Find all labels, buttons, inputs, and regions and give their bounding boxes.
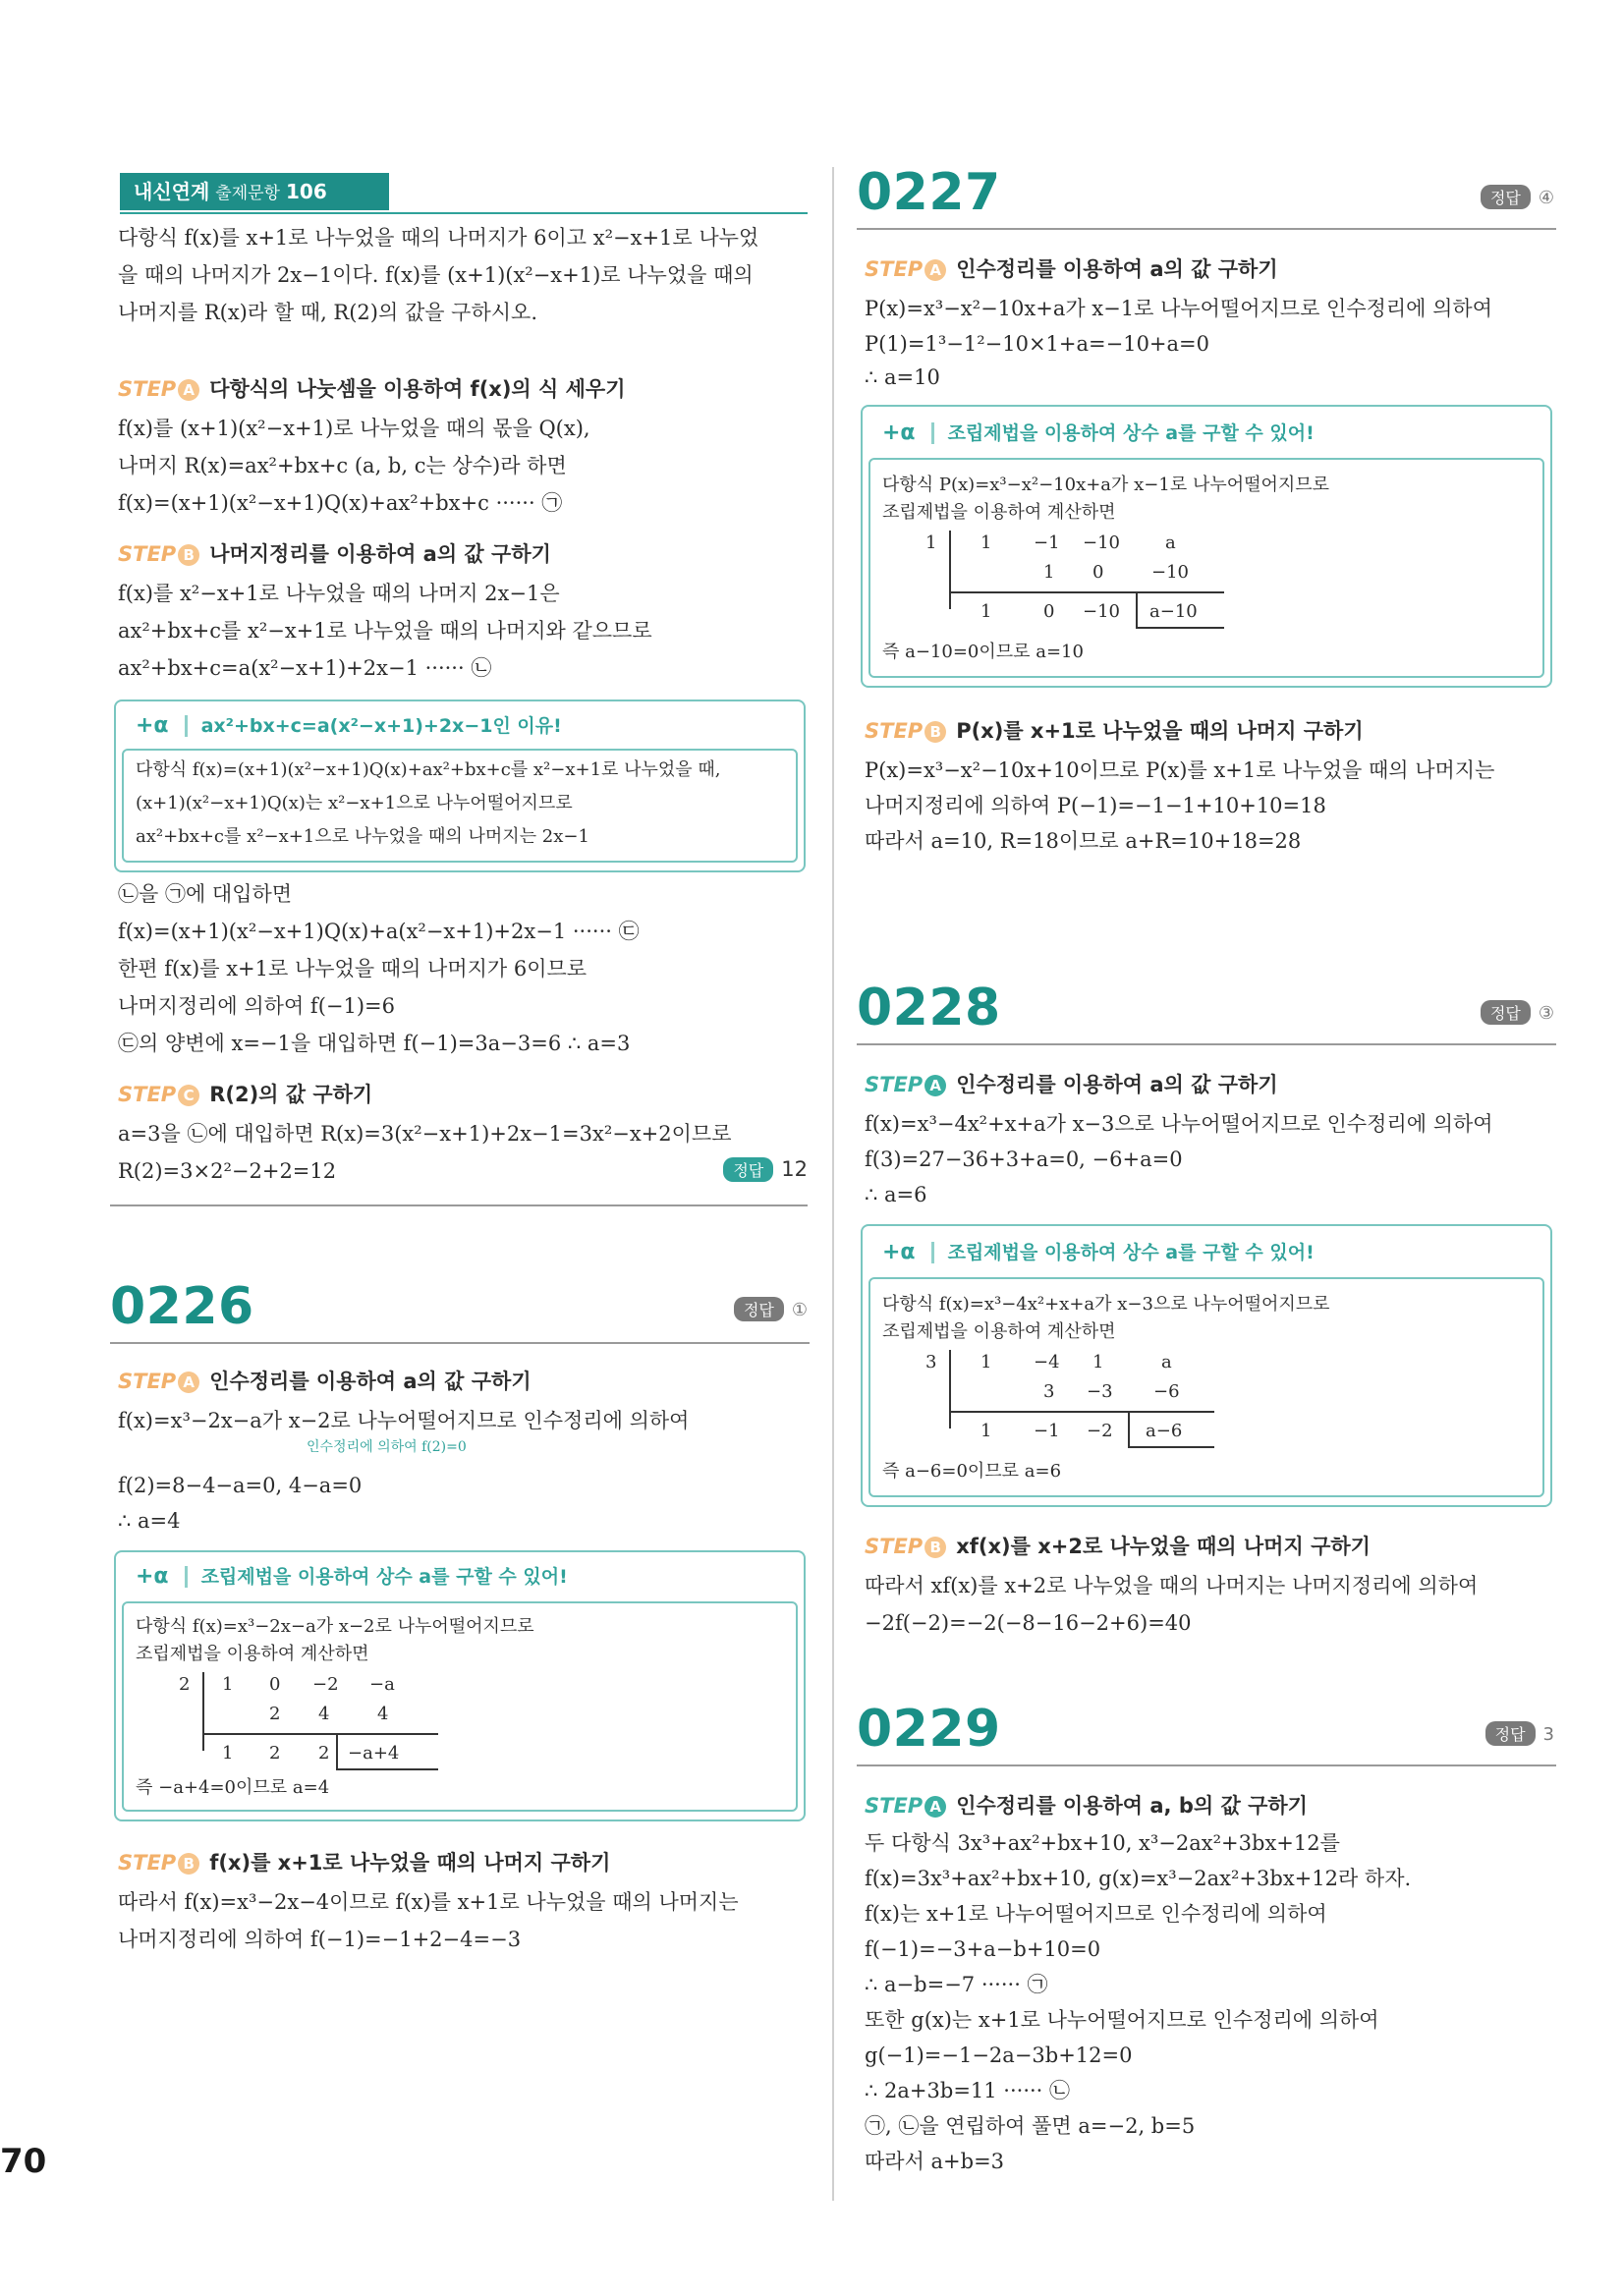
synthetic-cell: 4 — [377, 1704, 389, 1724]
text-line: 따라서 a=10, R=18이므로 a+R=10+18=28 — [865, 829, 1302, 853]
text-line: f(−1)=−3+a−b+10=0 — [865, 1937, 1101, 1961]
step-b-heading: STEP B 나머지정리를 이용하여 a의 값 구하기 — [118, 542, 551, 566]
synthetic-cell: 1 — [222, 1674, 234, 1695]
text-line: 두 다항식 3x³+ax²+bx+10, x³−2ax²+3bx+12를 — [865, 1831, 1340, 1855]
synthetic-cell: −10 — [1083, 601, 1120, 622]
synthetic-cell: 0 — [1043, 601, 1055, 622]
text-line: ∴ a−b=−7 ······ ㉠ — [865, 1973, 1048, 1996]
text-line: ∴ a=6 — [865, 1183, 927, 1206]
tip-result: 즉 a−6=0이므로 a=6 — [882, 1461, 1062, 1482]
tip-line: 다항식 P(x)=x³−x²−10x+a가 x−1로 나누어떨어지므로 — [882, 475, 1330, 495]
text-line: ∴ 2a+3b=11 ······ ㉡ — [865, 2079, 1071, 2102]
problem-rule — [857, 1764, 1556, 1766]
answer-badge: 정답 ③ — [1481, 1000, 1554, 1025]
text-line: ax²+bx+c를 x²−x+1로 나누었을 때의 나머지와 같으므로 — [118, 619, 652, 643]
synthetic-cell: 3 — [1043, 1381, 1055, 1402]
tip-line: ax²+bx+c를 x²−x+1으로 나누었을 때의 나머지는 2x−1 — [136, 826, 589, 847]
synthetic-cell: −6 — [1153, 1381, 1180, 1402]
synthetic-cell: 2 — [269, 1704, 281, 1724]
synthetic-cell: −4 — [1034, 1352, 1060, 1372]
text-line: f(x)를 x²−x+1로 나누었을 때의 나머지 2x−1은 — [118, 582, 560, 605]
synthetic-cell: 1 — [980, 1352, 992, 1372]
step-tag: STEP B — [865, 1535, 946, 1558]
step-tag: STEP A — [118, 1370, 199, 1393]
synthetic-divisor: 3 — [925, 1352, 937, 1372]
synthetic-remainder-underline — [1136, 627, 1224, 629]
step-a-heading: STEP A 인수정리를 이용하여 a의 값 구하기 — [865, 1073, 1278, 1096]
step-c-heading: STEP C R(2)의 값 구하기 — [118, 1083, 373, 1106]
synthetic-cell: 1 — [1043, 562, 1055, 583]
tip-box-head: +α 조립제법을 이용하여 상수 a를 구할 수 있어! — [882, 1240, 1315, 1264]
tip-result: 즉 −a+4=0이므로 a=4 — [136, 1777, 330, 1798]
text-line: 나머지 R(x)=ax²+bx+c (a, b, c는 상수)라 하면 — [118, 454, 567, 477]
problem-number: 0229 — [857, 1700, 1001, 1759]
synthetic-remainder: a−10 — [1149, 601, 1198, 622]
text-line: f(x)는 x+1로 나누어떨어지므로 인수정리에 의하여 — [865, 1902, 1327, 1926]
tip-line: 다항식 f(x)=x³−2x−a가 x−2로 나누어떨어지므로 — [136, 1616, 534, 1637]
text-line: f(x)를 (x+1)(x²−x+1)로 나누었을 때의 몫을 Q(x), — [118, 417, 590, 440]
text-line: f(x)=(x+1)(x²−x+1)Q(x)+ax²+bx+c ······ ㉠ — [118, 491, 563, 515]
step-a-heading: STEP A 인수정리를 이용하여 a의 값 구하기 — [865, 257, 1278, 281]
tip-line: 조립제법을 이용하여 계산하면 — [136, 1644, 369, 1664]
text-line: R(2)=3×2²−2+2=12 — [118, 1159, 337, 1183]
tip-box — [114, 1550, 806, 1821]
synthetic-cell: −10 — [1151, 562, 1189, 583]
plus-alpha-icon: +α — [136, 713, 169, 738]
synthetic-remainder-line — [336, 1735, 338, 1768]
tip-result: 즉 a−10=0이므로 a=10 — [882, 642, 1084, 662]
synthetic-cell: 0 — [269, 1674, 281, 1695]
synthetic-remainder-line — [1136, 593, 1138, 627]
header-label2: 출제문항 — [215, 184, 280, 203]
synthetic-horizontal-line — [949, 1411, 1214, 1413]
tip-line: (x+1)(x²−x+1)Q(x)는 x²−x+1으로 나누어떨어지므로 — [136, 793, 573, 813]
step-tag: STEP B — [865, 719, 946, 743]
step-b-heading: STEP B xf(x)를 x+2로 나누었을 때의 나머지 구하기 — [865, 1535, 1371, 1558]
tip-box-inner — [122, 749, 798, 863]
tip-box-head: +α 조립제법을 이용하여 상수 a를 구할 수 있어! — [136, 1564, 568, 1589]
text-line: 한편 f(x)를 x+1로 나누었을 때의 나머지가 6이므로 — [118, 957, 588, 980]
text-line: ax²+bx+c=a(x²−x+1)+2x−1 ······ ㉡ — [118, 656, 492, 680]
step-a-heading: STEP A 다항식의 나눗셈을 이용하여 f(x)의 식 세우기 — [118, 377, 626, 401]
step-tag: STEP B — [118, 1851, 199, 1875]
synthetic-cell: 1 — [222, 1743, 234, 1764]
answer-badge: 정답 3 — [1485, 1721, 1554, 1746]
synthetic-cell: −1 — [1034, 532, 1060, 553]
tip-box-inner — [868, 1277, 1544, 1497]
synthetic-horizontal-line — [202, 1733, 438, 1735]
text-line: f(2)=8−4−a=0, 4−a=0 — [118, 1474, 363, 1497]
text-line: P(x)=x³−x²−10x+10이므로 P(x)를 x+1로 나누었을 때의 나머지는 — [865, 758, 1495, 782]
synthetic-cell: a — [1165, 532, 1176, 553]
tip-box — [114, 700, 806, 872]
synthetic-divisor: 1 — [925, 532, 937, 553]
problem-rule — [857, 1043, 1556, 1045]
text-line: ㉠, ㉡을 연립하여 풀면 a=−2, b=5 — [865, 2114, 1196, 2138]
synthetic-remainder-underline — [336, 1768, 438, 1770]
tip-box-inner — [122, 1601, 798, 1812]
problem-line: 나머지를 R(x)라 할 때, R(2)의 값을 구하시오. — [118, 301, 538, 324]
synthetic-cell: 1 — [980, 601, 992, 622]
problem-line: 다항식 f(x)를 x+1로 나누었을 때의 나머지가 6이고 x²−x+1로 나누었 — [118, 226, 759, 250]
text-line: g(−1)=−1−2a−3b+12=0 — [865, 2044, 1133, 2067]
synthetic-cell: −2 — [312, 1674, 339, 1695]
section-end-rule — [110, 1204, 808, 1206]
text-line: P(1)=1³−1²−10×1+a=−10+a=0 — [865, 332, 1210, 356]
problem-rule — [857, 228, 1556, 230]
synthetic-cell: 2 — [318, 1743, 330, 1764]
text-line: f(3)=27−36+3+a=0, −6+a=0 — [865, 1148, 1183, 1171]
text-line: −2f(−2)=−2(−8−16−2+6)=40 — [865, 1611, 1192, 1635]
text-line: f(x)=x³−4x²+x+a가 x−3으로 나누어떨어지므로 인수정리에 의하여 — [865, 1112, 1493, 1136]
related-problem-header — [110, 173, 810, 212]
text-line: 따라서 xf(x)를 x+2로 나누었을 때의 나머지는 나머지정리에 의하여 — [865, 1574, 1479, 1597]
synthetic-cell: −10 — [1083, 532, 1120, 553]
plus-alpha-icon: +α — [136, 1564, 169, 1589]
tip-box-head: +α ax²+bx+c=a(x²−x+1)+2x−1인 이유! — [136, 713, 562, 738]
synthetic-cell: −1 — [1034, 1421, 1060, 1441]
text-line: ∴ a=4 — [118, 1509, 181, 1533]
synthetic-divisor: 2 — [179, 1674, 191, 1695]
step-b-heading: STEP B f(x)를 x+1로 나누었을 때의 나머지 구하기 — [118, 1851, 611, 1875]
annotation-note: 인수정리에 의하여 f(2)=0 — [307, 1439, 467, 1455]
answer-badge: 정답 12 — [723, 1157, 808, 1182]
problem-line: 을 때의 나머지가 2x−1이다. f(x)를 (x+1)(x²−x+1)로 나누었을 때의 — [118, 263, 754, 287]
text-line: P(x)=x³−x²−10x+a가 x−1로 나누어떨어지므로 인수정리에 의하여 — [865, 297, 1492, 320]
text-line: ㉢의 양변에 x=−1을 대입하면 f(−1)=3a−3=6 ∴ a=3 — [118, 1032, 631, 1055]
problem-rule — [110, 1342, 810, 1344]
text-line: 따라서 a+b=3 — [865, 2150, 1005, 2173]
text-line: 나머지정리에 의하여 P(−1)=−1−1+10+10=18 — [865, 794, 1326, 817]
step-tag: STEP C — [118, 1083, 199, 1106]
tip-box — [861, 1224, 1552, 1507]
text-line: 또한 g(x)는 x+1로 나누어떨어지므로 인수정리에 의하여 — [865, 2008, 1379, 2032]
synthetic-cell: 0 — [1092, 562, 1104, 583]
synthetic-cell: 4 — [318, 1704, 330, 1724]
tip-line: 다항식 f(x)=(x+1)(x²−x+1)Q(x)+ax²+bx+c를 x²−x+1로 나누었을 때, — [136, 759, 721, 780]
page-number: 70 — [0, 2142, 47, 2181]
synthetic-remainder: −a+4 — [348, 1743, 400, 1764]
problem-number: 0226 — [110, 1277, 254, 1336]
synthetic-cell: 1 — [980, 1421, 992, 1441]
synthetic-cell: −a — [369, 1674, 395, 1695]
column-divider — [832, 167, 834, 2201]
synthetic-cell: 1 — [1092, 1352, 1104, 1372]
synthetic-vertical-line — [202, 1672, 204, 1751]
header-label1: 내신연계 — [134, 180, 210, 203]
header-label-box — [120, 173, 389, 210]
synthetic-cell: a — [1161, 1352, 1172, 1372]
tip-line: 조립제법을 이용하여 계산하면 — [882, 1321, 1116, 1342]
plus-alpha-icon: +α — [882, 420, 916, 445]
text-line: a=3을 ㉡에 대입하면 R(x)=3(x²−x+1)+2x−1=3x²−x+2이므로 — [118, 1122, 732, 1146]
synthetic-cell: −3 — [1087, 1381, 1113, 1402]
text-line: ∴ a=10 — [865, 365, 940, 389]
synthetic-horizontal-line — [949, 591, 1224, 593]
synthetic-remainder-underline — [1128, 1446, 1214, 1448]
text-line: f(x)=(x+1)(x²−x+1)Q(x)+a(x²−x+1)+2x−1 ······ ㉢ — [118, 920, 640, 943]
text-line: 따라서 f(x)=x³−2x−4이므로 f(x)를 x+1로 나누었을 때의 나머지는 — [118, 1890, 739, 1914]
synthetic-cell: −2 — [1087, 1421, 1113, 1441]
tip-line: 조립제법을 이용하여 계산하면 — [882, 502, 1116, 523]
synthetic-remainder: a−6 — [1146, 1421, 1183, 1441]
header-number: 106 — [285, 180, 327, 203]
tip-box-head: +α 조립제법을 이용하여 상수 a를 구할 수 있어! — [882, 420, 1315, 445]
step-tag: STEP B — [118, 542, 199, 566]
header-rule — [120, 212, 808, 214]
answer-badge: 정답 ④ — [1481, 185, 1554, 209]
synthetic-vertical-line — [949, 531, 951, 609]
problem-number: 0227 — [857, 163, 1001, 222]
step-tag: STEP A — [865, 257, 946, 281]
step-tag: STEP A — [865, 1794, 946, 1818]
synthetic-cell: 2 — [269, 1743, 281, 1764]
synthetic-remainder-line — [1128, 1413, 1130, 1446]
answer-badge: 정답 ① — [734, 1297, 808, 1321]
text-line: 나머지정리에 의하여 f(−1)=−1+2−4=−3 — [118, 1928, 522, 1951]
step-a-heading: STEP A 인수정리를 이용하여 a의 값 구하기 — [118, 1370, 532, 1393]
synthetic-cell: 1 — [980, 532, 992, 553]
text-line: f(x)=3x³+ax²+bx+10, g(x)=x³−2ax²+3bx+12라 하자. — [865, 1867, 1412, 1890]
synthetic-vertical-line — [949, 1350, 951, 1428]
tip-line: 다항식 f(x)=x³−4x²+x+a가 x−3으로 나누어떨어지므로 — [882, 1294, 1330, 1315]
step-a-heading: STEP A 인수정리를 이용하여 a, b의 값 구하기 — [865, 1794, 1308, 1818]
problem-number: 0228 — [857, 979, 1001, 1037]
plus-alpha-icon: +α — [882, 1240, 916, 1264]
text-line: ㉡을 ㉠에 대입하면 — [118, 882, 293, 906]
step-b-heading: STEP B P(x)를 x+1로 나누었을 때의 나머지 구하기 — [865, 719, 1364, 743]
tip-box-inner — [868, 458, 1544, 678]
text-line: 나머지정리에 의하여 f(−1)=6 — [118, 994, 395, 1018]
tip-box — [861, 405, 1552, 688]
step-tag: STEP A — [865, 1073, 946, 1096]
step-tag: STEP A — [118, 377, 199, 401]
text-line: f(x)=x³−2x−a가 x−2로 나누어떨어지므로 인수정리에 의하여 — [118, 1409, 690, 1432]
